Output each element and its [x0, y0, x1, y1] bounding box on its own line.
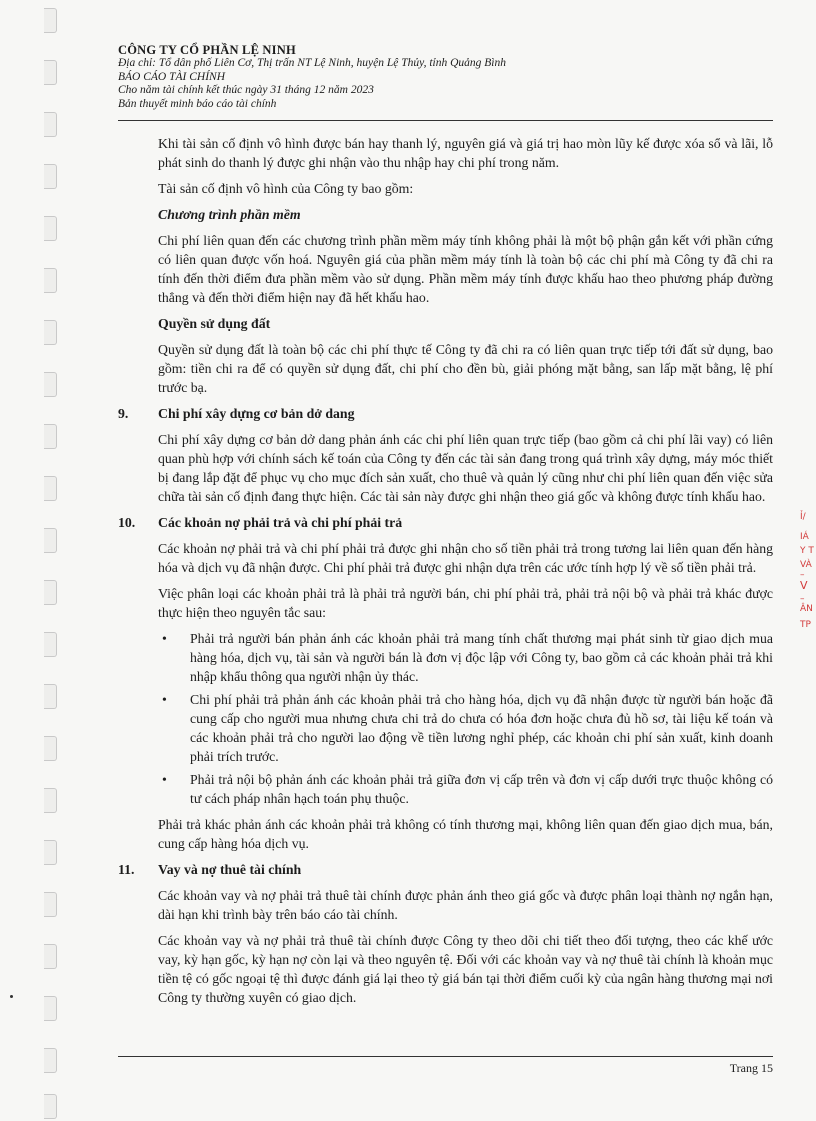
paragraph: Các khoản vay và nợ phải trả thuê tài chính được Công ty theo dõi chi tiết theo đối tượng, theo các khế ước vay, kỳ hạn gốc, kỳ hạn nợ còn lại và theo nguyên tệ. Đối với các khoản vay và nợ thuê tài chính là khoản mục tiền tệ có gốc ngoại tệ thì được đánh giá lại theo tỷ giá bán tại thời điểm cuối kỳ của ngân hàng thương mại nơi Công ty thường xuyên có giao dịch. [158, 933, 773, 1005]
stamp-text: – [800, 570, 805, 580]
paragraph: Phải trả khác phản ánh các khoản phải trả không có tính thương mại, không liên quan đến giao dịch mua, bán, cung cấp hàng hóa dịch vụ. [158, 817, 773, 851]
list-item-text: Phải trả người bán phản ánh các khoản phải trả mang tính chất thương mại phát sinh từ giao dịch mua hàng hóa, dịch vụ, tài sản và người bán là đơn vị độc lập với Công ty, bao gồm cả các khoản phải trả khi nhập khẩu thông qua người nhận ủy thác. [190, 631, 773, 684]
punch-hole [44, 112, 57, 137]
report-subtitle: Bản thuyết minh báo cáo tài chính [118, 97, 277, 110]
paragraph: Quyền sử dụng đất là toàn bộ các chi phí thực tế Công ty đã chi ra có liên quan trực tiếp tới đất sử dụng, bao gồm: tiền chi ra để có quyền sử dụng đất, chi phí cho đền bù, giải phóng mặt bằng, san lấp mặt bằng, lệ phí trước bạ. [158, 342, 773, 395]
stamp-text: IÁ [800, 532, 809, 542]
list-item-text: Chi phí phải trả phản ánh các khoản phải trả cho hàng hóa, dịch vụ đã nhận được từ người bán hoặc đã cung cấp cho người mua nhưng chưa chi trả do chưa có hóa đơn hoặc chưa đủ hồ sơ, tài liệu kế toán và các khoản phải trả cho người lao động về tiền lương nghỉ phép, các khoản chi phí sản xuất, kinh doanh phải trích trước. [190, 692, 773, 764]
punch-hole [44, 684, 57, 709]
stamp-text: Ỉ/ [800, 512, 806, 522]
section-heading-11 [118, 860, 773, 879]
company-name: CÔNG TY CỔ PHẦN LỆ NINH [118, 43, 296, 57]
bullet-icon: • [162, 772, 167, 787]
report-period: Cho năm tài chính kết thúc ngày 31 tháng 12 năm 2023 [118, 84, 374, 96]
punch-hole [44, 840, 57, 865]
punch-hole [44, 372, 57, 397]
punch-hole [44, 164, 57, 189]
punch-hole [44, 8, 57, 33]
footer-rule [118, 1056, 773, 1057]
list-item [158, 690, 773, 766]
punch-hole [44, 892, 57, 917]
stamp-text: – [800, 594, 805, 604]
punch-hole [44, 1048, 57, 1073]
report-title: BÁO CÁO TÀI CHÍNH [118, 70, 226, 83]
punch-hole [44, 996, 57, 1021]
list-item-text: Phải trả nội bộ phản ánh các khoản phải trả giữa đơn vị cấp trên và đơn vị cấp dưới trực thuộc không có tư cách pháp nhân hạch toán phụ thuộc. [190, 772, 773, 806]
subheading-software: Chương trình phần mềm [158, 207, 301, 222]
section-number: 11. [118, 862, 135, 877]
list-item [158, 629, 773, 686]
page-number: Trang 15 [729, 1061, 773, 1075]
punch-hole [44, 788, 57, 813]
stamp-text: VÀ [800, 560, 812, 570]
section-title: Vay và nợ thuê tài chính [158, 862, 302, 877]
stamp-text: Y T [800, 546, 814, 556]
punch-hole [44, 268, 57, 293]
company-address: Địa chỉ: Tổ dân phố Liên Cơ, Thị trấn NT Lệ Ninh, huyện Lệ Thủy, tỉnh Quảng Bình [118, 57, 507, 69]
punch-hole [44, 320, 57, 345]
paragraph: Việc phân loại các khoản phải trả là phải trả người bán, chi phí phải trả, phải trả nội bộ và phải trả khác được thực hiện theo nguyên tắc sau: [158, 586, 773, 620]
section-title: Chi phí xây dựng cơ bản dở dang [158, 406, 355, 421]
section-title: Các khoản nợ phải trả và chi phí phải trả [158, 515, 403, 530]
punch-hole [44, 60, 57, 85]
header-rule [118, 120, 773, 121]
bullet-list [158, 629, 773, 808]
punch-hole [44, 216, 57, 241]
section-heading-10 [118, 513, 773, 532]
punch-hole [44, 580, 57, 605]
paragraph: Khi tài sản cố định vô hình được bán hay thanh lý, nguyên giá và giá trị hao mòn lũy kế được xóa sổ và lãi, lỗ phát sinh do thanh lý được ghi nhận vào thu nhập hay chi phí trong năm. [158, 136, 773, 170]
paragraph: Chi phí liên quan đến các chương trình phần mềm máy tính không phải là một bộ phận gắn kết với phần cứng có liên quan được vốn hoá. Nguyên giá của phần mềm máy tính là toàn bộ các chi phí mà Công ty đã chi ra tính đến thời điểm đưa phần mềm vào sử dụng. Phần mềm máy tính được khấu hao theo phương pháp đường thẳng và đến thời điểm hiện nay đã hết khấu hao. [158, 233, 773, 305]
section-number: 10. [118, 515, 136, 530]
punch-hole [44, 476, 57, 501]
paragraph: Tài sản cố định vô hình của Công ty bao gồm: [158, 181, 414, 196]
section-number: 9. [118, 406, 129, 421]
subheading-land-use-rights: Quyền sử dụng đất [158, 316, 271, 331]
punch-hole [44, 632, 57, 657]
punch-hole [44, 736, 57, 761]
bullet-icon: • [162, 631, 167, 646]
page-content [118, 134, 773, 1014]
paragraph: Chi phí xây dựng cơ bản dở dang phản ánh các chi phí liên quan trực tiếp (bao gồm cả chi phí lãi vay) có liên quan phù hợp với chính sách kế toán của Công ty đến các tài sản đang trong quá trình xây dựng, máy móc thiết bị đang lắp đặt để phục vụ cho mục đích sản xuất, cho thuê và quản lý cũng như chi phí liên quan đến việc sửa chữa tài sản cố định đang thực hiện. Các tài sản này được ghi nhận theo giá gốc và không được tính khấu hao. [158, 432, 773, 504]
stamp-text: TP [800, 620, 811, 630]
section-heading-9 [118, 404, 773, 423]
paragraph: Các khoản nợ phải trả và chi phí phải trả được ghi nhận cho số tiền phải trả trong tương lai liên quan đến hàng hóa và dịch vụ đã nhận được. Chi phí phải trả được ghi nhận dựa trên các ước tính hợp lý về số tiền phải trả. [158, 541, 773, 575]
scan-speck [10, 995, 13, 998]
bullet-icon: • [162, 692, 167, 707]
punch-hole [44, 528, 57, 553]
document-header [118, 43, 778, 111]
punch-hole [44, 1094, 57, 1119]
paragraph: Các khoản vay và nợ phải trả thuê tài chính được phản ánh theo giá gốc và được phân loại thành nợ ngắn hạn, dài hạn khi trình bày trên báo cáo tài chính. [158, 888, 773, 922]
punch-hole [44, 424, 57, 449]
list-item [158, 770, 773, 808]
stamp-text: ÂN [800, 604, 813, 614]
punch-hole [44, 944, 57, 969]
stamp-text: V [800, 579, 808, 592]
